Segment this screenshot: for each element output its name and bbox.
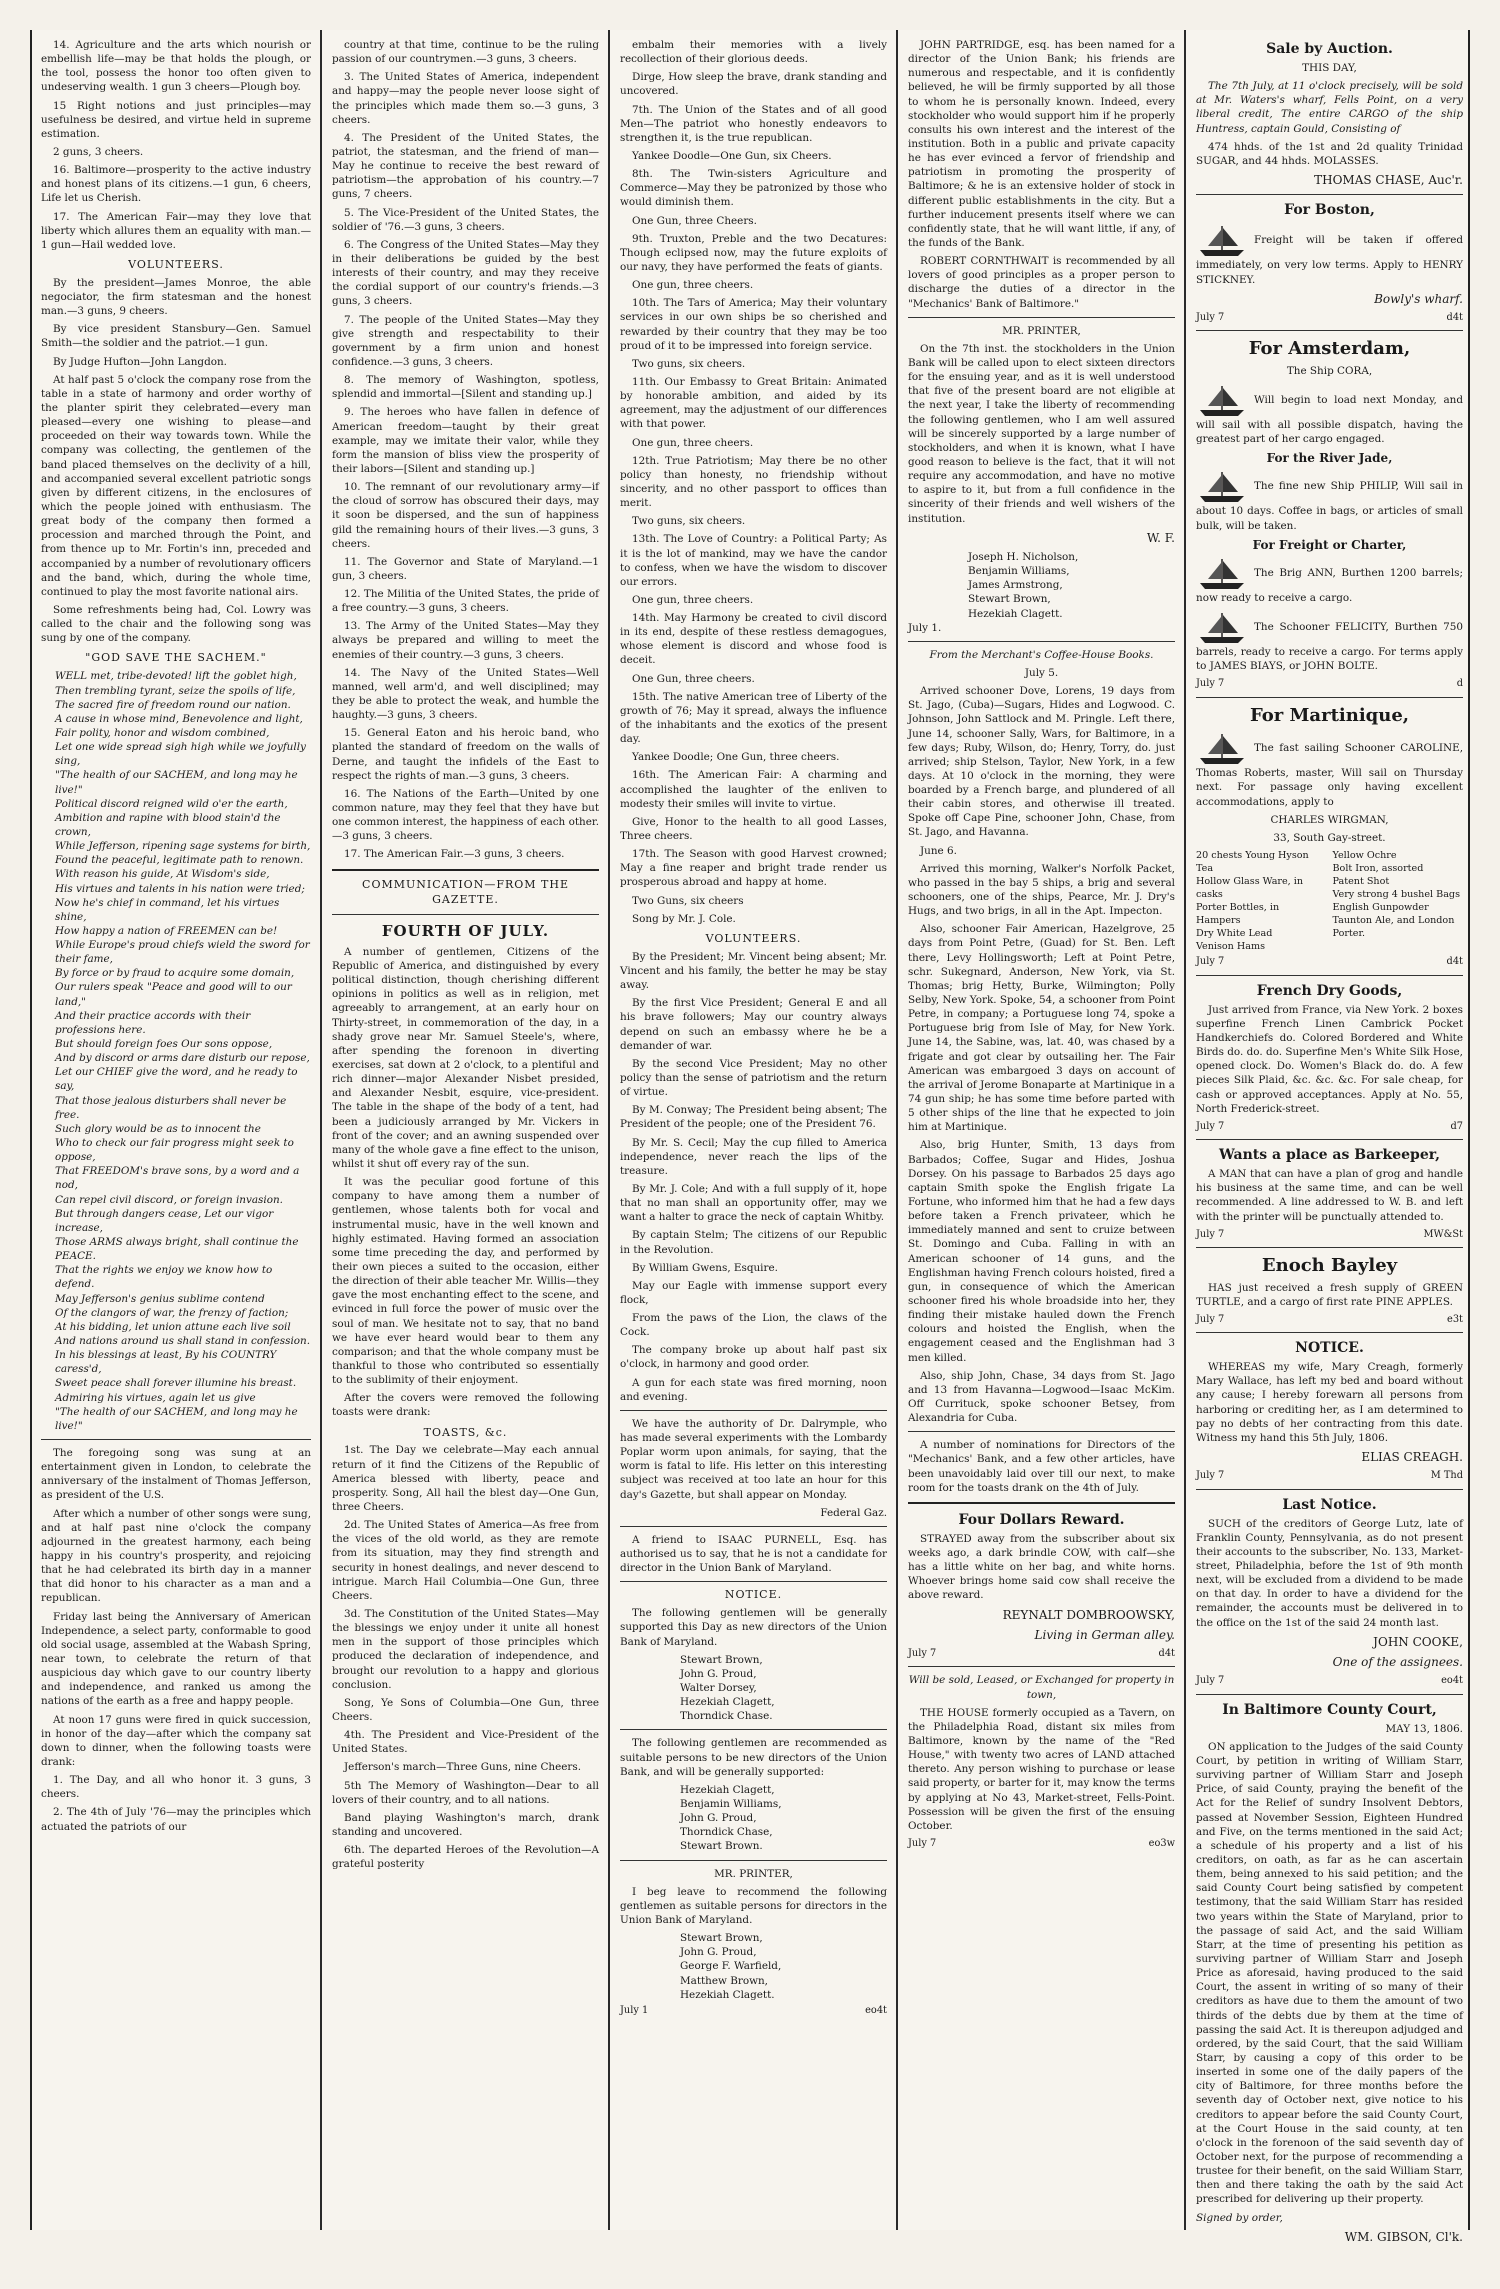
auction-heading: Sale by Auction. (1266, 41, 1393, 57)
barkeeper-body: A MAN that can have a plan of grog and handle his business at the same time, and can be well recommended. A line addressed to W. B. and left with the printer will be punctually attended to. (1196, 1168, 1463, 1223)
song-line: While Jefferson, ripening sage systems for birth, (55, 840, 311, 853)
paragraph: 1. The Day, and all who honor it. 3 guns, 3 cheers. (41, 1774, 311, 1801)
gazette-label: COMMUNICATION—FROM THE GAZETTE. (362, 877, 569, 906)
song-line: With reason his guide, At Wisdom's side, (55, 868, 270, 881)
ship-arrivals (908, 684, 1175, 1425)
director-name: Thorndick Chase, (680, 1826, 773, 1839)
gazette-date: July 5. (1024, 666, 1059, 679)
paragraph: ROBERT CORNTHWAIT is recommended by all lovers of good principles as a proper person to discharge the duties of a director in the "Mechanics' Bank of Baltimore." (908, 255, 1175, 310)
goods-right (1333, 849, 1464, 953)
toast-item: 5. The Vice-President of the United States, the soldier of '76.—3 guns, 3 cheers. (332, 206, 599, 233)
ship-icon (1196, 609, 1248, 645)
goods-item: 20 chests Young Hyson Tea (1196, 849, 1309, 875)
auction-items: 474 hhds. of the 1st and 2d quality Trinidad SUGAR, and 44 hhds. MOLASSES. (1196, 140, 1463, 167)
toast-item: 15 Right notions and just principles—may usefulness be desired, and virtue held in supreme estimation. (41, 99, 311, 140)
toast-item: 16. Baltimore—prosperity to the active industry and honest plans of its citizens.—1 gun, 6 cheers, Life let us Cherish. (41, 164, 311, 205)
printer-date-row: July 1 eo4t (620, 2004, 887, 2016)
martinique-heading: For Martinique, (1249, 704, 1410, 726)
column-rule (320, 30, 322, 2230)
toasts-list-2 (332, 1443, 599, 1871)
toast-item: 17th. The Season with good Harvest crowned; May a fine reaper and bright trade render us prosperous abroad and happy at home. (620, 848, 887, 889)
song-line: How happy a nation of FREEMEN can be! (55, 924, 278, 937)
toast-item: One Gun, three Cheers. (632, 214, 757, 227)
song-line: Our rulers speak "Peace and good will to our land," (55, 981, 292, 1008)
song-line: "The health of our SACHEM, and long may he live!" (55, 769, 298, 796)
volunteer-item: From the paws of the Lion, the claws of the Cock. (620, 1312, 887, 1339)
song-line: Now he's chief in command, let his virtues shine, (55, 896, 280, 923)
printer-date: July 1. (908, 621, 942, 634)
boston-heading: For Boston, (1284, 202, 1375, 219)
ship-icon (1196, 382, 1248, 418)
freight-body: The Brig ANN, Burthen 1200 barrels; now ready to receive a cargo. (1196, 567, 1463, 605)
bayley-date-row: July 7 e3t (1196, 1313, 1463, 1325)
song-line: May Jefferson's genius sublime contend (55, 1292, 265, 1305)
toast-item: 9. The heroes who have fallen in defence of American freedom—taught by their great example, may we imitate their valor, while they form the mansion of bliss view the prosperity of their labors—[Silent and standing up.] (332, 406, 599, 475)
toast-item: Give, Honor to the health to all good Lasses, Three cheers. (620, 815, 887, 843)
notice-body: WHEREAS my wife, Mary Creagh, formerly Mary Wallace, has left my bed and board without any cause; I hereby forewarn all persons from harboring or crediting her, as I am determined to pay no debts of her contracting from this date. Witness my hand this 5th July, 1806. (1196, 1361, 1463, 1444)
martinique-body: The fast sailing Schooner CAROLINE, Thomas Roberts, master, Will sail on Thursday next. For passage only having excellent accommodations, apply to (1196, 742, 1463, 808)
volunteers-heading: VOLUNTEERS. (128, 257, 224, 271)
goods-item: Bolt Iron, assorted (1332, 863, 1424, 875)
toast-item: 3d. The Constitution of the United States—May the blessings we enjoy under it unite all honest men in the support of those principles which produced the declaration of independence, and brought our revolution to a happy and glorious conclusion. (332, 1608, 599, 1691)
toast-item: 16th. The American Fair: A charming and accomplished the laughter of the enliven to modesty their smiles will invite to virtue. (620, 769, 887, 810)
director-name: Stewart Brown, (968, 593, 1051, 606)
arrival-item: Also, schooner Fair American, Hazelgrove, 25 days from Point Petre, (Guad) for St. Ben. Left there, Levy Hollingsworth; Left at Point Petre, schr. Sukegnard, Anderson, New York, via St. Thomas; brig Hetty, Burke, Wilmington; Polly Selby, New York. Spoke, 54, a schooner from Point Petre, in company; a Portuguese long 74, spoke a Portuguese brig from Isle of May, for New York. June 14, the Sabine, was, lat. 40, was chased by a frigate and got clear by outsailing her. The Fair American was embargoed 3 days on account of the arrival of Jerome Bonaparte at Martinique in a 74 gun ship; he has some time before parted with 5 other ships of the line that he expected to join him at Martinique. (908, 923, 1175, 1134)
song-line: But through dangers cease, Let our vigor increase, (55, 1207, 274, 1234)
column-rule (896, 30, 898, 2230)
goods-item: Dry White Lead (1196, 928, 1273, 940)
song-title: "GOD SAVE THE SACHEM." (85, 651, 267, 665)
volunteers-list (620, 950, 887, 1404)
toast-item: 3. The United States of America, independent and happy—may the people never loose sight of the principles which made them so.—3 guns, 3 cheers. (332, 71, 599, 126)
after-song-text (41, 1446, 311, 1834)
freight-heading: For Freight or Charter, (1252, 537, 1407, 552)
goods-item: Yellow Ochre (1332, 849, 1397, 861)
purnell-notice: A friend to ISAAC PURNELL, Esq. has authorised us to say, that he is not a candidate for director in the Union Bank of Maryland. (620, 1533, 887, 1575)
goods-left (1196, 849, 1327, 953)
toast-item: Two Guns, six cheers (632, 894, 744, 907)
song-line: But should foreign foes Our sons oppose, (55, 1038, 273, 1051)
notice2-body: The following gentlemen are recommended as suitable persons to be new directors of the Union Bank, and will be generally supported: (620, 1737, 887, 1778)
director-name: Walter Dorsey, (680, 1681, 757, 1694)
column-2 (323, 30, 608, 2230)
director-name: Joseph H. Nicholson, (968, 550, 1079, 563)
felicity-date-row: July 7 d (1196, 678, 1463, 690)
toast-item: 12th. True Patriotism; May there be no other policy than honesty, no friendship without sincerity, and no other passport to offices than merit. (620, 454, 887, 510)
ship-icon (1196, 730, 1248, 766)
song-line: Then trembling tyrant, seize the spoils of life, (55, 684, 296, 697)
column-4 (899, 30, 1184, 2230)
volunteer-item: By M. Conway; The President being absent; The President of the people; one of the President 76. (620, 1104, 887, 1131)
volunteer-item: By captain Stelm; The citizens of our Republic in the Revolution. (620, 1229, 887, 1256)
ship-icon (1196, 555, 1248, 591)
volunteer-item: By vice president Stansbury—Gen. Samuel Smith—the soldier and the patriot.—1 gun. (41, 323, 311, 350)
last-notice-body: SUCH of the creditors of George Lutz, late of Franklin County, Pennsylvania, as do not present their accounts to the subscriber, No. 133, Market-street, Philadelphia, before the 1st of 9th month next, will be excluded from a dividend to be made on that day. In order to have a dividend for the remainder, the accounts must be delivered in to the office on the 1st of the said 24 month last. (1196, 1517, 1463, 1629)
reward-date-row: July 7 d4t (908, 1648, 1175, 1660)
song-line: Let our CHIEF give the word, and he ready to say, (55, 1066, 298, 1093)
song-line: That those jealous disturbers shall never be free. (55, 1094, 287, 1121)
toast-item: Two guns, six cheers. (632, 515, 746, 528)
felicity-body: The Schooner FELICITY, Burthen 750 barrels, ready to receive a cargo. For terms apply to JAMES BIAYS, or JOHN BOLTE. (1196, 621, 1463, 673)
song-line: Political discord reigned wild o'er the earth, (55, 797, 288, 810)
fourth-of-july-heading: FOURTH OF JULY. (381, 921, 550, 940)
notice-names (620, 1653, 887, 1724)
song-line: And their practice accords with their professions here. (55, 1009, 251, 1036)
song-line: Let one wide spread sigh high while we joyfully sing, (55, 741, 306, 768)
toast-item: 12. The Militia of the United States, the pride of a free country.—3 guns, 3 cheers. (332, 588, 599, 615)
director-name: Hezekiah Clagett. (968, 607, 1063, 620)
song-line: Can repel civil discord, or foreign invasion. (55, 1193, 283, 1206)
toasts-list (620, 38, 887, 926)
song-line: The sacred fire of freedom round our nation. (55, 698, 291, 711)
song-line: Found the peaceful, legitimate path to renown. (55, 854, 304, 867)
director-name: John G. Proud, (680, 1667, 757, 1680)
mechanics-bank-notice: A number of nominations for Directors of the "Mechanics' Bank, and a few other articles, have been unavoidably laid over till our next, to make room for the toasts drank on the 4th of July. (908, 1439, 1175, 1494)
reward-heading: Four Dollars Reward. (958, 1511, 1125, 1528)
bayley-heading: Enoch Bayley (1261, 1255, 1398, 1277)
paragraph: At noon 17 guns were fired in quick succession, in honor of the day—after which the company sat down to dinner, when the following toasts were drank: (41, 1713, 311, 1768)
goods-item: Porter Bottles, in Hampers (1196, 902, 1280, 927)
court-date: MAY 13, 1806. (1385, 1722, 1463, 1735)
notice-date-row: July 7 M Thd (1196, 1470, 1463, 1482)
toast-item: One Gun, three cheers. (632, 672, 755, 685)
toast-item: Two guns, six cheers. (632, 357, 746, 370)
boston-address: Bowly's wharf. (1374, 291, 1463, 306)
french-goods-body: Just arrived from France, via New York. 2 boxes superfine French Linen Cambrick Pocket Handkerchiefs do. Colored Bordered and White Birds do. do. do. Superfine Men's White Silk Hose, opened clock. Do. Women's Black do. do. A few pieces Silk Plaid, &c. &c. &c. For sale cheap, for cash or approved acceptances. Apply at No. 55, North Frederick-street. (1196, 1003, 1463, 1115)
notice-body: The following gentlemen will be generally supported this Day as new directors of the Union Bank of Maryland. (620, 1607, 887, 1648)
toast-item: 2 guns, 3 cheers. (53, 145, 144, 158)
toast-item: 11. The Governor and State of Maryland.—1 gun, 3 cheers. (332, 555, 599, 582)
song-line: "The health of our SACHEM, and long may he live!" (55, 1405, 298, 1432)
martinique-signature: CHARLES WIRGMAN, (1270, 813, 1389, 826)
martinique-date-row: July 7 d4t (1196, 956, 1463, 968)
volunteer-item: By the President; Mr. Vincent being absent; Mr. Vincent and his family, the better he may be stay away. (620, 950, 887, 992)
volunteer-item: By the president—James Monroe, the able negociator, the firm statesman and the honest man.—3 guns, 9 cheers. (41, 276, 311, 318)
column-rule (608, 30, 610, 2230)
toast-item: 10. The remnant of our revolutionary army—if the cloud of sorrow has obscured their days, may it soon be dispersed, and the sun of happiness gild the remaining hours of their lives.—3 guns, 3 cheers. (332, 481, 599, 550)
toast-item: 8th. The Twin-sisters Agriculture and Commerce—May they be patronized by those who would diminish them. (620, 168, 887, 209)
toast-item: embalm their memories with a lively recollection of their glorious deeds. (620, 39, 887, 66)
toast-item: 8. The memory of Washington, spotless, splendid and immortal—[Silent and standing up.] (332, 374, 599, 401)
barkeeper-heading: Wants a place as Barkeeper, (1219, 1147, 1440, 1164)
martinique-address: 33, South Gay-street. (1273, 831, 1386, 844)
dalrymple-notice (620, 1417, 887, 1502)
last-notice-heading: Last Notice. (1282, 1496, 1377, 1513)
toast-item: 14. Agriculture and the arts which nourish or embellish life—may be that holds the plough, or the tool, possess the honor too often given to undeserving wealth. 1 gun 3 cheers—Plough boy. (41, 39, 311, 94)
paragraph: After which a number of other songs were sung, and at half past nine o'clock the company adjourned in the greatest harmony, each being happy in his country's prosperity, and rejoicing that he had celebrated its birth day in a manner that did honor to his character as a man and a republican. (41, 1507, 311, 1605)
printer-names (908, 550, 1175, 621)
toast-item: Jefferson's march—Three Guns, nine Cheers. (344, 1761, 582, 1774)
boston-date-row: July 7 d4t (1196, 311, 1463, 323)
notice-heading: NOTICE. (724, 1588, 783, 1602)
court-signed: Signed by order, (1196, 2211, 1283, 2224)
volunteers-list (41, 276, 311, 646)
column-1 (32, 30, 320, 2230)
song-line: A cause in whose mind, Benevolence and light, (55, 712, 303, 725)
printer-salutation: MR. PRINTER, (714, 1867, 793, 1880)
ship-icon (1196, 468, 1248, 504)
toast-item: 14. The Navy of the United States—Well manned, well arm'd, and well disciplined; may they be able to protect the weak, and humble the haughty.—3 guns, 3 cheers. (332, 666, 599, 722)
court-body: ON application to the Judges of the said County Court, by petition in writing of William Starr, surviving partner of William Starr and Joseph Price, of said County, praying the benefit of the Act for the Relief of sundry Insolvent Debtors, passed at November Session, Eighteen Hundred and Five, on the terms mentioned in the said Act; a schedule of his property and a list of his creditors, on oath, as far as he can ascertain them, being annexed to his said petition; and the said County Court being satisfied by competent testimony, that the said William Starr has resided two years within the State of Maryland, prior to the passage of said Act, and the said William Starr, at the time of presenting his petition as surviving partner of William Starr and Joseph Price as aforesaid, having produced to the said Court, the assent in writing of so many of their creditors as have due to them the amount of two thirds of the debts due by them at the time of passing the said Act. It is thereupon adjudged and ordered, by the said Court, that the said William Starr, by causing a copy of this order to be inserted in some one of the daily papers of the city of Baltimore, for three months before the seventh day of October next, give notice to his creditors to appear before the said County Court, at the Court House in the said county, at ten o'clock in the forenoon of the said seventh day of October next, for the purpose of recommending a trustee for their benefit, on the said William Starr, then and there taking the oath by the said Act prescribed for delivering up their property. (1196, 1740, 1463, 2206)
director-name: John G. Proud, (680, 1946, 757, 1959)
paragraph: The foregoing song was sung at an entertainment given in London, to celebrate the anniversary of the instalment of Thomas Jefferson, as president of the U.S. (41, 1446, 311, 1502)
toast-item: 14th. May Harmony be created to civil discord in its end, despite of these restless demagogues, whose element is discord and whose food is deceit. (620, 612, 887, 667)
goods-item: Taunton Ale, and London Porter. (1332, 915, 1455, 940)
director-name: James Armstrong, (968, 579, 1063, 592)
notice2-names (620, 1783, 887, 1854)
volunteer-item: By Mr. S. Cecil; May the cup filled to America independence, never reach the lips of the treasure. (620, 1136, 887, 1177)
goods-item: Very strong 4 bushel Bags (1332, 889, 1460, 901)
toast-item: 11th. Our Embassy to Great Britain: Animated by honorable ambition, and aided by its agreement, may the adjustment of our differences with that power. (620, 375, 887, 431)
arrival-item: Arrived this morning, Walker's Norfolk Packet, who passed in the bay 5 ships, a brig and several schooners, one of the ships, Pearce, Mr. J. Dry's Hugs, and two brigs, in all in the Apt. Impecton. (908, 862, 1175, 918)
goods-item: Venison Hams (1196, 941, 1266, 953)
song-line: Admiring his virtues, again let us give (55, 1391, 256, 1404)
court-heading: In Baltimore County Court, (1222, 1701, 1437, 1718)
toast-item: 1st. The Day we celebrate—May each annual return of it find the Citizens of the Republic of America blessed with liberty, peace and prosperity. Song, All hail the blest day—One Gun, three Cheers. (332, 1444, 599, 1514)
french-goods-heading: French Dry Goods, (1256, 982, 1403, 999)
volunteer-item: By William Gwens, Esquire. (632, 1261, 778, 1274)
director-name: Stewart Brown, (680, 1932, 763, 1945)
printer-body: I beg leave to recommend the following gentlemen as suitable persons for directors in the Union Bank of Maryland. (620, 1885, 887, 1926)
gazette-label: From the Merchant's Coffee-House Books. (929, 648, 1154, 661)
last-notice-signature: JOHN COOKE, (1373, 1634, 1463, 1649)
toasts-list (332, 38, 599, 862)
toast-item: 16. The Nations of the Earth—United by one common nature, may they feel that they have but one common interest, the happiness of each other.—3 guns, 3 cheers. (332, 787, 599, 843)
bayley-body: HAS just received a fresh supply of GREEN TURTLE, and a cargo of first rate PINE APPLES. (1196, 1281, 1463, 1308)
printer-names (620, 1931, 887, 2002)
paragraph: JOHN PARTRIDGE, esq. has been named for a director of the Union Bank; his friends are numerous and respectable, and it is confidently believed, he will be firmly supported by all those to whom he is personally known. Indeed, every stockholder who would support him if he properly consults his own interest and the interest of the institution. Both in a public and private capacity he has ever evinced a fervor of friendship and patriotism in promoting the prosperity of Baltimore; & he is an extensive holder of stock in different public establishments in the city. But a further inducement presents itself where we can confidently state, that he will want little, if any, of the funds of the Bank. (908, 39, 1175, 249)
volunteer-item: By Mr. J. Cole; And with a full supply of it, hope that no man shall an opportunity offer, may we want a halter to grace the neck of captain Whitby. (620, 1182, 887, 1224)
jade-body: The fine new Ship PHILIP, Will sail in about 10 days. Coffee in bags, or articles of small bulk, will be taken. (1196, 480, 1463, 532)
volunteer-item: At half past 5 o'clock the company rose from the table in a state of harmony and order worthy of the planter spirit they celebrated—every man pleased—every one wishing to please—and proceeded on their way towards town. While the company was collecting, the gentlemen of the band placed themselves on the declivity of a hill, and accompanied several excellent patriotic songs given by different citizens, in the enclosures of which the people joined with enthusiasm. The great body of the company then formed a procession and marched through the Point, and from thence up to Mr. Fortin's inn, preceded and accompanied by a number of revolutionary officers and the band, which, during the whole time, continued to play the most favorite national airs. (41, 373, 311, 598)
ship-icon (1196, 222, 1248, 258)
paragraph: It was the peculiar good fortune of this company to have among them a number of gentlemen, whose talents both for vocal and instrumental music, have in the well known and highly estimated. Having formed an association some time preceding the day, and performed by their own pieces a suited to the occasion, either the direction of their able teacher Mr. Willis—they gave the most enchanting effect to the scene, and evinced in full force the power of music over the soul of man. We hesitate not to say, that no band we have ever heard would bear to them any comparison; and that the whole company must be thankful to those who contributed so essentially to the sublimity of their enjoyment. (332, 1176, 599, 1387)
goods-item: Hollow Glass Ware, in casks (1196, 876, 1304, 901)
column-5-advertisements (1187, 30, 1472, 2244)
toast-item: 4th. The President and Vice-President of the United States. (332, 1729, 599, 1756)
paragraph: After the covers were removed the following toasts were drank: (332, 1392, 599, 1419)
reward-body: STRAYED away from the subscriber about six weeks ago, a dark brindle COW, with calf—she has a little white on her bag, and white horns. Whoever brings home said cow shall receive the above reward. (908, 1532, 1175, 1602)
notice-heading: NOTICE. (1295, 1340, 1364, 1357)
song-line: While Europe's proud chiefs wield the sword for their fame, (55, 939, 310, 966)
director-name: Stewart Brown. (680, 1840, 763, 1853)
song-line: Those ARMS always bright, shall continue the PEACE. (55, 1236, 299, 1263)
song-line: Who to check our fair progress might seek to oppose, (55, 1137, 294, 1164)
arrival-item: Also, ship John, Chase, 34 days from St. Jago and 13 from Havanna—Logwood—Isaac McKim. Off Currituck, spoke schooner Betsey, from Alexandria for Cuba. (908, 1369, 1175, 1425)
column-3 (611, 30, 896, 2230)
printer-body: On the 7th inst. the stockholders in the Union Bank will be called upon to elect sixteen directors for the ensuing year, and as it is well understood that five of the present board are not eligible at the next year, I take the liberty of recommending the following gentlemen, who I am well assured will be sincerely supported by a large number of stockholders, and when it is known, what I have good reason to believe is the fact, that it will not require any accommodation, and have no motive to aspire to it, but from a full confidence in the sincerity of their friends and well wishers of the institution. (908, 342, 1175, 525)
director-name: Matthew Brown, (680, 1974, 768, 1987)
toast-item: Dirge, How sleep the brave, drank standing and uncovered. (620, 71, 887, 98)
toast-item: 7th. The Union of the States and of all good Men—The patriot who honestly endeavors to strengthen it, is the true republican. (620, 103, 887, 144)
toasts-heading: TOASTS, &c. (423, 1425, 508, 1439)
toast-item: 15. General Eaton and his heroic band, who planted the standard of freedom on the walls of Derne, and taught the infidels of the East to respect the rights of man.—3 guns, 3 cheers. (332, 727, 599, 782)
paragraph: 2. The 4th of July '76—may the principles which actuated the patriots of our (41, 1806, 311, 1833)
volunteers-heading: VOLUNTEERS. (705, 931, 802, 945)
reward-address: Living in German alley. (1034, 1627, 1175, 1642)
volunteer-item: The company broke up about half past six o'clock, in harmony and good order. (620, 1344, 887, 1371)
court-clerk: WM. GIBSON, Cl'k. (1344, 2229, 1463, 2244)
arrival-item: Also, brig Hunter, Smith, 13 days from Barbados; Coffee, Sugar and Hides, Joshua Dorsey. On his passage to Barbados 25 days ago captain Smith spoke the English frigate La Fortune, who informed him that he had a few days before taken a French privateer, which he immediately manned and sent to cruize between St. Domingo and Cuba. Falling in with an American schooner of 14 guns, and the Englishman having French colours hoisted, fired a gun, in consequence of which the American schooner fired his whole broadside into her, they finding their mistake hauled down the French colours and hoisted the English, when the engagement ceased and the Englishman had 3 men killed. (908, 1139, 1175, 1364)
volunteer-item: By Judge Hufton—John Langdon. (53, 355, 227, 368)
goods-item: English Gunpowder (1332, 902, 1429, 914)
toast-item: 13. The Army of the United States—May they always be prepared and willing to meet the enemies of their country.—3 guns, 3 cheers. (332, 620, 599, 661)
director-name: Hezekiah Clagett, (680, 1783, 775, 1796)
toast-item: 7. The people of the United States—May they give strength and respectability to their government by a firm union and honest confidence.—3 guns, 3 cheers. (332, 313, 599, 368)
toast-item: 6. The Congress of the United States—May they in their deliberations be guided by the best interests of their country, and may they receive the cordial support of our country's friends.—3 guns, 3 cheers. (332, 238, 599, 308)
federal-gazette-credit: Federal Gaz. (820, 1506, 887, 1519)
last-notice-role: One of the assignees. (1332, 1655, 1463, 1670)
house-body: THE HOUSE formerly occupied as a Tavern, on the Philadelphia Road, distant six miles from Baltimore, known by the name of the "Red House," with twenty two acres of LAND attached thereto. Any person wishing to purchase or lease said property, or barter for it, may know the terms by applying at No 43, Market-street, Fells-Point. Possession will be given the first of the ensuing October. (908, 1706, 1175, 1832)
last-date-row: July 7 eo4t (1196, 1675, 1463, 1687)
toast-item: 2d. The United States of America—As free from the vices of the old world, as they are remote from its situation, may they find strength and security in honest dealings, and never descend to intrigue. March Hail Columbia—One Gun, three Cheers. (332, 1519, 599, 1602)
volunteer-item: By the first Vice President; General E and all his brave followers; May our country always depend on such an embassy where he be a demander of war. (620, 997, 887, 1052)
song-line: Sweet peace shall forever illumine his breast. (55, 1377, 297, 1390)
toast-item: 17. The American Fair.—3 guns, 3 cheers. (344, 848, 565, 861)
song-line: At his bidding, let union attune each live soil (55, 1320, 291, 1333)
printer-signature: W. F. (1146, 530, 1175, 545)
martinique-goods (1196, 849, 1463, 953)
toast-item: 9th. Truxton, Preble and the two Decatures: Though eclipsed now, may the future exploits of our navy, they have performed the feats of giants. (620, 232, 887, 273)
auction-signature: THOMAS CHASE, Auc'r. (1314, 173, 1463, 188)
song-line: By force or by fraud to acquire some domain, (55, 967, 295, 980)
amsterdam-heading: For Amsterdam, (1248, 338, 1411, 360)
director-name: Benjamin Williams, (968, 565, 1070, 578)
song-lines (41, 669, 311, 1433)
column-rule (1184, 30, 1186, 2230)
song-line: That FREEDOM's brave sons, by a word and a nod, (55, 1165, 300, 1192)
toast-item: country at that time, continue to be the ruling passion of our countrymen.—3 guns, 3 cheers. (332, 39, 599, 66)
auction-day: THIS DAY, (1302, 62, 1357, 75)
printer-salutation: MR. PRINTER, (1002, 324, 1081, 337)
house-heading: Will be sold, Leased, or Exchanged for property in town, (908, 1674, 1175, 1701)
reward-signature: REYNALT DOMBROOWSKY, (1002, 1607, 1175, 1622)
toast-item: 17. The American Fair—may they love that liberty which allures them an equality with man.—1 gun—Hail wedded love. (41, 210, 311, 251)
boston-body: Freight will be taken if offered immediately, on very low terms. Apply to HENRY STICKNEY. (1196, 234, 1463, 286)
toast-item: 4. The President of the United States, the patriot, the statesman, and the friend of man—May he continue to receive the best reward of patriotism—the approbation of his country.—7 guns, 7 cheers. (332, 131, 599, 201)
song-line: Ambition and rapine with blood stain'd the crown, (55, 811, 281, 838)
arrival-item: Arrived schooner Dove, Lorens, 19 days from St. Jago, (Cuba)—Sugars, Hides and Logwood. C. Johnson, John Sattlock and M. Pringle. Left there, June 14, schooner Sally, Wars, for Baltimore, in a few days; Ruby, Wilson, do; Henry, Torry, do. just arrived; ship Stelson, Taylor, New York, in a few days. At 10 o'clock in the morning, they were boarded by a French barge, and plundered of all their cabin stores, and otherwise ill treated. Spoke off Cape Pine, schooner John, Chase, from St. Jago, and Havanna. (908, 685, 1175, 839)
house-date-row: July 7 eo3w (908, 1838, 1175, 1850)
director-name: George F. Warfield, (680, 1960, 782, 1973)
goods-item: Patent Shot (1332, 876, 1390, 888)
toast-item: 13th. The Love of Country: a Political Party; As it is the lot of mankind, may we have the candor to confess, when we have the wisdom to discover our errors. (620, 533, 887, 588)
director-nominations (908, 38, 1175, 311)
song-line: His virtues and talents in his nation were tried; (55, 882, 305, 895)
toast-item: One gun, three cheers. (632, 436, 754, 449)
toast-item: 10th. The Tars of America; May their voluntary services in our own ships be so cherished and rewarded by their country that they may be too proud of it to be impressed into foreign service. (620, 297, 887, 352)
song-line: And by discord or arms dare disturb our repose, (55, 1052, 310, 1065)
volunteer-item: Some refreshments being had, Col. Lowry was called to the chair and the following song was sung by one of the company. (41, 604, 311, 645)
toast-item: One gun, three cheers. (632, 279, 754, 292)
paragraph: A number of gentlemen, Citizens of the Republic of America, and distinguished by every political distinction, though cherishing different opinions in politics as well as in religion, met agreeably to arrangement, at an early hour on Thirty-street, in commemoration of the day, in a shady grove near Mr. Samuel Steele's, where, after spending the forenoon in diverting exercises, sat down at 2 o'clock, to a plentiful and rich dinner—major Alexander Nisbet presided, and Alexander Nesbit, esquire, vice-president. The table in the shape of the body of a tent, had been a judiciously arranged by Mr. Vickers in front of the cover; and an awning suspended over many of the whole gave a fine effect to the unison, whilst it shut off every ray of the sun. (332, 945, 599, 1170)
amsterdam-ship: The Ship CORA, (1286, 364, 1373, 377)
song-line: And nations around us shall stand in confession. (55, 1335, 311, 1347)
notice-signature: ELIAS CREAGH. (1361, 1449, 1463, 1464)
volunteer-item: By the second Vice President; May no other policy than the sense of patriotism and the return of virtue. (620, 1057, 887, 1099)
barkeeper-date-row: July 7 MW&St (1196, 1228, 1463, 1240)
song-line: That the rights we enjoy we know how to defend. (55, 1264, 273, 1291)
song-line: Such glory would be as to innocent the (55, 1122, 261, 1135)
volunteer-item: May our Eagle with immense support every flock, (620, 1279, 887, 1306)
toast-item: Band playing Washington's march, drank standing and uncovered. (332, 1811, 599, 1838)
auction-body: The 7th July, at 11 o'clock precisely, will be sold at Mr. Waters's wharf, Fells Point, on a very liberal credit, The entire CARGO of the ship Huntress, captain Gould, Consisting of (1196, 80, 1463, 135)
toast-item: 5th The Memory of Washington—Dear to all lovers of their country, and to all nations. (332, 1779, 599, 1806)
song-line: In his blessings at least, By his COUNTRY caress'd, (55, 1349, 277, 1376)
director-name: John G. Proud, (680, 1812, 757, 1825)
director-name: Benjamin Williams, (680, 1797, 782, 1810)
toast-item: Yankee Doodle; One Gun, three cheers. (632, 751, 840, 764)
song-line: WELL met, tribe-devoted! lift the goblet high, (55, 670, 297, 683)
newspaper-page (30, 30, 1470, 2244)
director-name: Hezekiah Clagett, (680, 1696, 775, 1709)
director-name: Stewart Brown, (680, 1653, 763, 1666)
fourth-body (332, 945, 599, 1420)
jade-heading: For the River Jade, (1266, 451, 1393, 466)
paragraph: We have the authority of Dr. Dalrymple, who has made several experiments with the Lombardy Poplar worm upon animals, for saying, that the worm is fatal to life. His letter on this interesting subject was received at too late an hour for this day's Gazette, but shall appear on Monday. (620, 1417, 887, 1501)
toast-item: Song by Mr. J. Cole. (632, 912, 736, 925)
arrival-item: June 6. (920, 844, 957, 857)
toast-item: 6th. The departed Heroes of the Revolution—A grateful posterity (332, 1844, 599, 1871)
paragraph: Friday last being the Anniversary of American Independence, a select party, conformable to good old social usage, assembled at the Wabash Spring, near town, to celebrate the return of that auspicious day which gave to our country liberty and independence, and ranked us among the nations of the earth as a free and happy people. (41, 1610, 311, 1708)
toast-item: Yankee Doodle—One Gun, six Cheers. (632, 149, 832, 162)
director-name: Hezekiah Clagett. (680, 1988, 775, 2001)
song-line: Fair polity, honor and wisdom combined, (55, 726, 270, 739)
volunteer-item: A gun for each state was fired morning, noon and evening. (620, 1376, 887, 1403)
director-name: Thorndick Chase. (680, 1710, 773, 1723)
toast-item: Song, Ye Sons of Columbia—One Gun, three Cheers. (332, 1696, 599, 1724)
toast-item: One gun, three cheers. (632, 593, 754, 606)
song-line: Of the clangors of war, the frenzy of faction; (55, 1306, 289, 1319)
amsterdam-body: Will begin to load next Monday, and will sail with all possible dispatch, having the greatest part of her cargo engaged. (1196, 393, 1463, 446)
toast-item: 15th. The native American tree of Liberty of the growth of 76; May it spread, always the influence of the inhabitants and the exotics of the present day. (620, 690, 887, 746)
toasts-list (41, 38, 311, 252)
french-date-row: July 7 d7 (1196, 1120, 1463, 1132)
